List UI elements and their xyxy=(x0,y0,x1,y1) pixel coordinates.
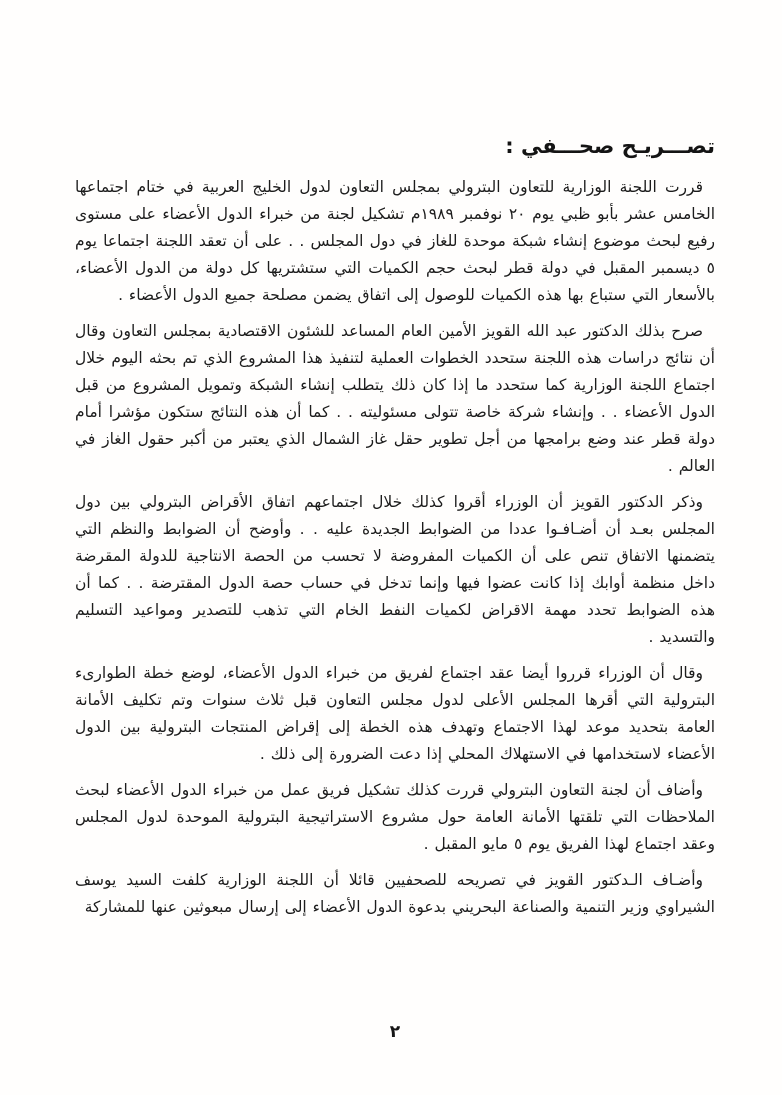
page-title: تصـــريـح صحـــفي : xyxy=(505,134,715,158)
paragraph-1: قررت اللجنة الوزارية للتعاون البترولي بمجلس التعاون لدول الخليج العربية في ختام اجتماعها الخامس عشر بأبو ظبي يوم ٢٠ نوفمبر ١٩٨٩م تشكيل لجنة من خبراء الدول الأعضاء على مستوى رفيع لبحث موضوع إنشاء شبكة موحدة للغاز في دول المجلس . . على أن تعقد اللجنة اجتماعا يوم ٥ ديسمبر المقبل في دولة قطر لبحث حجم الكميات التي ستشتريها كل دولة من الدول الأعضاء، بالأسعار التي ستباع بها هذه الكميات للوصول إلى اتفاق يضمن مصلحة جميع الدول الأعضاء . xyxy=(75,178,716,304)
paragraph-5: وأضاف أن لجنة التعاون البترولي قررت كذلك تشكيل فريق عمل من خبراء الدول الأعضاء لبحث الملاحظات التي تلقتها الأمانة العامة حول مشروع الاستراتيجية البترولية الموحدة لدول المجلس وعقد اجتماع لهذا الفريق يوم ٥ مايو المقبل . xyxy=(75,781,715,853)
paragraph-2: صرح بذلك الدكتور عبد الله القويز الأمين العام المساعد للشئون الاقتصادية بمجلس التعاون وقال أن نتائج دراسات هذه اللجنة ستحدد الخطوات العملية لتنفيذ هذا المشروع الذي تم بحثه اليوم خلال اجتماع اللجنة الوزارية كما ستحدد ما إذا كان ذلك يتطلب إنشاء الشبكة وتمويل المشروع من قبل الدول الأعضاء . . وإنشاء شركة خاصة تتولى مسئوليته . . كما أن هذه النتائج ستكون مؤشرا أمام دولة قطر عند وضع برامجها من أجل تطوير حقل غاز الشمال الذي يعتبر من أكبر حقول الغاز في العالم . xyxy=(75,322,715,475)
page-number: ٢ xyxy=(389,1022,401,1042)
document-content xyxy=(75,134,715,930)
paragraph-6: وأضـاف الـدكتور القويز في تصريحه للصحفيين قائلا أن اللجنة الوزارية كلفت السيد يوسف الشيراوي وزير التنمية والصناعة البحريني بدعوة الدول الأعضاء إلى إرسال مبعوثين عنها للمشاركة xyxy=(75,871,715,916)
paragraph-4: وقال أن الوزراء قرروا أيضا عقد اجتماع لفريق من خبراء الدول الأعضاء، لوضع خطة الطوارىء البترولية التي أقرها المجلس الأعلى لدول مجلس التعاون قبل ثلاث سنوات وتم تكليف الأمانة العامة بتحديد موعد لهذا الاجتماع وتهدف هذه الخطة إلى إقراض المنتجات البترولية بين الدول الأعضاء لاستخدامها في الاستهلاك المحلي إذا دعت الضرورة إلى ذلك . xyxy=(75,664,715,763)
paragraph-3: وذكر الدكتور القويز أن الوزراء أقروا كذلك خلال اجتماعهم اتفاق الأقراض البترولي بين دول المجلس بعـد أن أضـافـوا عددا من الضوابط الجديدة عليه . . وأوضح أن الضوابط والنظم التي يتضمنها الاتفاق تنص على أن الكميات المفروضة لا تحسب من الحصة الانتاجية للدولة المقرضة داخل منظمة أوابك إذا كانت عضوا فيها وإنما تدخل في حساب حصة الدول المقترضة . . كما أن هذه الضوابط تحدد مهمة الاقراض لكميات النفط الخام التي تذهب للتصدير ومواعيد التسليم والتسديد . xyxy=(75,493,715,646)
